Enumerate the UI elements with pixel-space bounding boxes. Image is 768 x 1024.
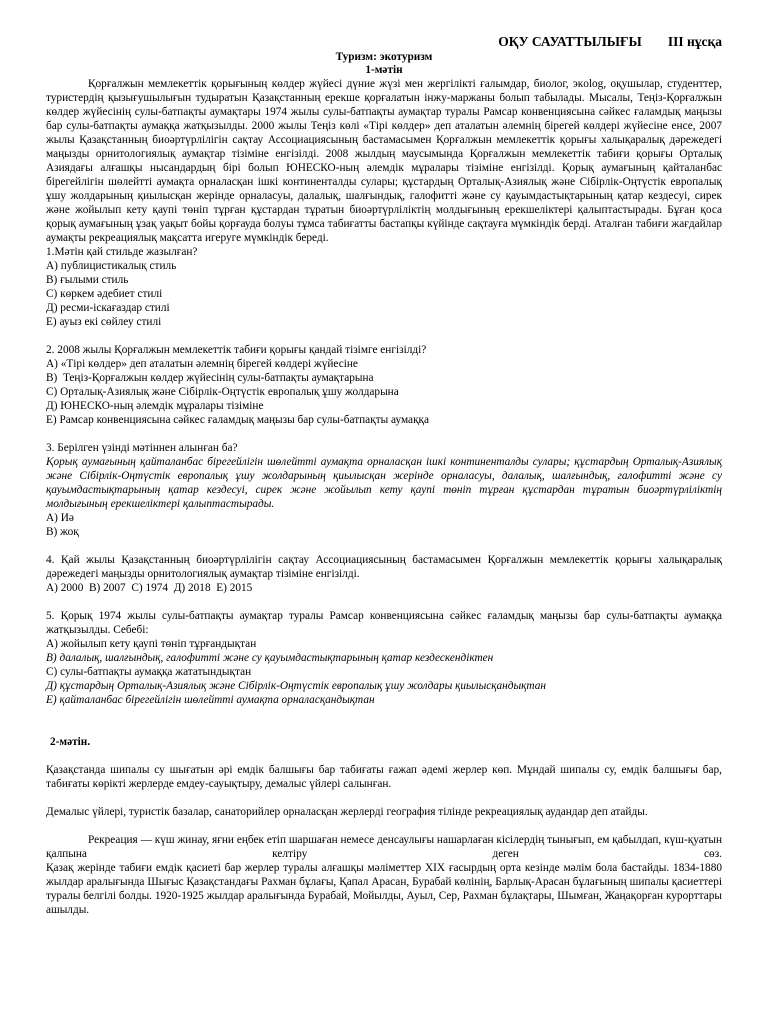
question-text: 4. Қай жылы Қазақстанның биоәртүрлілігін сақтау Ассоциациясының бастамасымен Қорғалжын мемлекеттік қорығы халықаралық дәрежедегі маңызды орнитологиялық аумақтар тізіміне енгізілді. (46, 554, 722, 580)
question-2 (46, 343, 722, 427)
quoted-excerpt: Қорық аумағының қайталанбас бірегейлігін шөлейтті аумақта орналасқан ішкі континенталды сулары; құстардың Орталық-Азиялық және Сібірлік-Оңтүстік европалық ұшу жолдарының қиылысқан жерінде орналасуы, далалық, шалғындық, галофитті және су қауымдастықтарының қатар кездесуі, сирек және жойылып кету қаупі төніп тұрған құстардан тұратын биоәртүрліліктің молдығының ерекшеліктері қалыптастырады. (46, 456, 722, 510)
answer-option: Д) ЮНЕСКО-ның әлемдік мұралары тізіміне (46, 400, 264, 412)
question-3 (46, 441, 722, 539)
answer-option: В) ғылыми стиль (46, 274, 129, 286)
variant-label: III нұсқа (667, 34, 722, 49)
answer-options-row: А) 2000 В) 2007 С) 1974 Д) 2018 Е) 2015 (46, 582, 253, 594)
answer-option: А) публицистикалық стиль (46, 260, 177, 272)
answer-option: Д) ресми-іскағаздар стилі (46, 302, 170, 314)
answer-option: С) көркем әдебиет стилі (46, 288, 163, 300)
question-text: 1.Мәтін қай стильде жазылған? (46, 246, 198, 258)
answer-option: С) сулы-батпақты аумаққа жататындықтан (46, 666, 252, 678)
answer-option: С) Орталық-Азиялық және Сібірлік-Оңтүстік европалық ұшу жолдарына (46, 386, 399, 398)
answer-option: В) жоқ (46, 526, 79, 538)
text2-paragraph-4: Қазақ жерінде табиғи емдік қасиеті бар жерлер туралы алғашқы мәліметтер XIX ғасырдың орта кезінде мәлім бола бастайды. 1834-1880 жылдар аралығында Шығыс Қазақстандағы Рахман бұлағы, Қапал Арасан, Бурабай көлінің, Барлық-Арасан бұлағының шипалы қасиеттері туралы белгілі болды. 1920-1925 жылдар аралығында Бурабай, Мойылды, Ауыл, Сер, Рахман бұлақтары, Шымған, Жаңақорған курорттары ашылды. (46, 862, 722, 916)
answer-option: Е) Рамсар конвенциясына сәйкес ғаламдық маңызы бар сулы-батпақты аумаққа (46, 414, 430, 426)
page-header (46, 33, 722, 51)
text2-paragraph-2: Демалыс үйлері, туристік базалар, санаторийлер орналасқан жерлерді география тілінде рекреациялық аудандар деп атайды. (46, 806, 648, 818)
answer-option: Е) ауыз екі сөйлеу стилі (46, 316, 162, 328)
question-text: 3. Берілген үзінді мәтіннен алынған ба? (46, 442, 238, 454)
question-5 (46, 609, 722, 707)
question-1 (46, 245, 722, 329)
text1-heading: 1-мәтін (365, 64, 403, 76)
text1-body: Қорғалжын мемлекеттік қорығының көлдер жүйесі дүние жүзі мен жергілікті ғалымдар, биолог, экolog, оқушылар, студенттер, туристердің қызығушылығын тудыратын Қазақстанның ерекше қорғалатын інжу-маржаны болып табылады. Мысалы, Теңіз-Қорғалжын көлдер жүйесінің сулы-батпақты аумақтары 1974 жылы сулы-батпақты аумақтар туралы Рамсар конвенциясына сәйкес ғаламдық маңызы бар сулы-батпақты аумаққа жатқызылды. 2000 жылы Теңіз көлі «Тірі көлдер» деп аталатын әлемнің бірегей көлдері жүйесіне енсе, 2007 жылы Қазақстанның биоәртүрлілігін сақтау Ассоциациясының бастамасымен Қорғалжын мемлекеттік қорығы халықаралық дәрежедегі маңызды орнитологиялық аумақтар тізіміне енгізілді. 2008 жылдың маусымында Қорғалжын мемлекеттік табиғи қорығы Орталық Азиядағы алғашқы нысандардың бірі болып ЮНЕСКО-ның әлемдік мұралары тізіміне енгізілді. Қорық аумағының қайталанбас бірегейлігін шөлейтті аумақта орналасқан ішкі континенталды сулары; құстардың Орталық-Азиялық және Сібірлік-Оңтүстік европалық ұшу жолдарының қиылысқан жерінде орналасуы, далалық, шалғындық, галофитті және су қауымдастықтарының қатар кездесуі, сирек және жойылып кету қаупі төніп тұрған құстардан тұратын биоәртүрліліктің молдығының ерекшеліктері қалыптастырады. Бұған қоса қорық аумағының ұзақ уақыт бойы қорғауда болуы тұмса табиғатты бастапқы күйінде сақтауға мүмкіндік берді. Аталған табиғи жағдайлар аумақты рекреациялық мақсатта игеруге мүмкіндік береді. (46, 78, 722, 244)
answer-option: А) жойылып кету қаупі төніп тұрғандықтан (46, 638, 257, 650)
text2-paragraph-3: Рекреация — күш жинау, яғни еңбек етіп шаршаған немесе денсаулығы нашарлаған кісілердің тынығып, ем қабылдап, күш-қуатын қалпына келтіру деген сөз. (46, 834, 722, 860)
answer-option: Е) қайталанбас бірегейлігін шөлейтті аумақта орналасқандықтан (46, 694, 375, 706)
text2-paragraph-1: Қазақстанда шипалы су шығатын әрі емдік балшығы бар табиғаты ғажап әдемі жерлер көп. Мұндай шипалы су, емдік балшығы бар, табиғаты көрікті жерлерде емдеу-сауықтыру, демалыс үйлері салынған. (46, 764, 722, 790)
text2-heading: 2-мәтін. (50, 736, 91, 748)
question-text: 2. 2008 жылы Қорғалжын мемлекеттік табиғи қорығы қандай тізімге енгізілді? (46, 344, 427, 356)
document-title: ОҚУ САУАТТЫЛЫҒЫ (498, 34, 642, 49)
answer-option: А) «Тірі көлдер» деп аталатын әлемнің бірегей көлдері жүйесіне (46, 358, 358, 370)
answer-option: В) далалық, шалғындық, галофитті және су қауымдастықтарының қатар кездескендіктен (46, 652, 494, 664)
answer-option: Д) құстардың Орталық-Азиялық және Сібірлік-Оңтүстік европалық ұшу жолдары қиылысқандықтан (46, 680, 546, 692)
answer-option: В) Теңіз-Қорғалжын көлдер жүйесінің сулы-батпақты аумақтарына (46, 372, 374, 384)
topic-title: Туризм: экотуризм (335, 51, 433, 63)
answer-option: А) Иә (46, 512, 74, 524)
question-4 (46, 553, 722, 595)
question-text: 5. Қорық 1974 жылы сулы-батпақты аумақтар туралы Рамсар конвенциясына сәйкес ғаламдық маңызы бар сулы-батпақты аумаққа жатқызылды. Себебі: (46, 610, 722, 636)
